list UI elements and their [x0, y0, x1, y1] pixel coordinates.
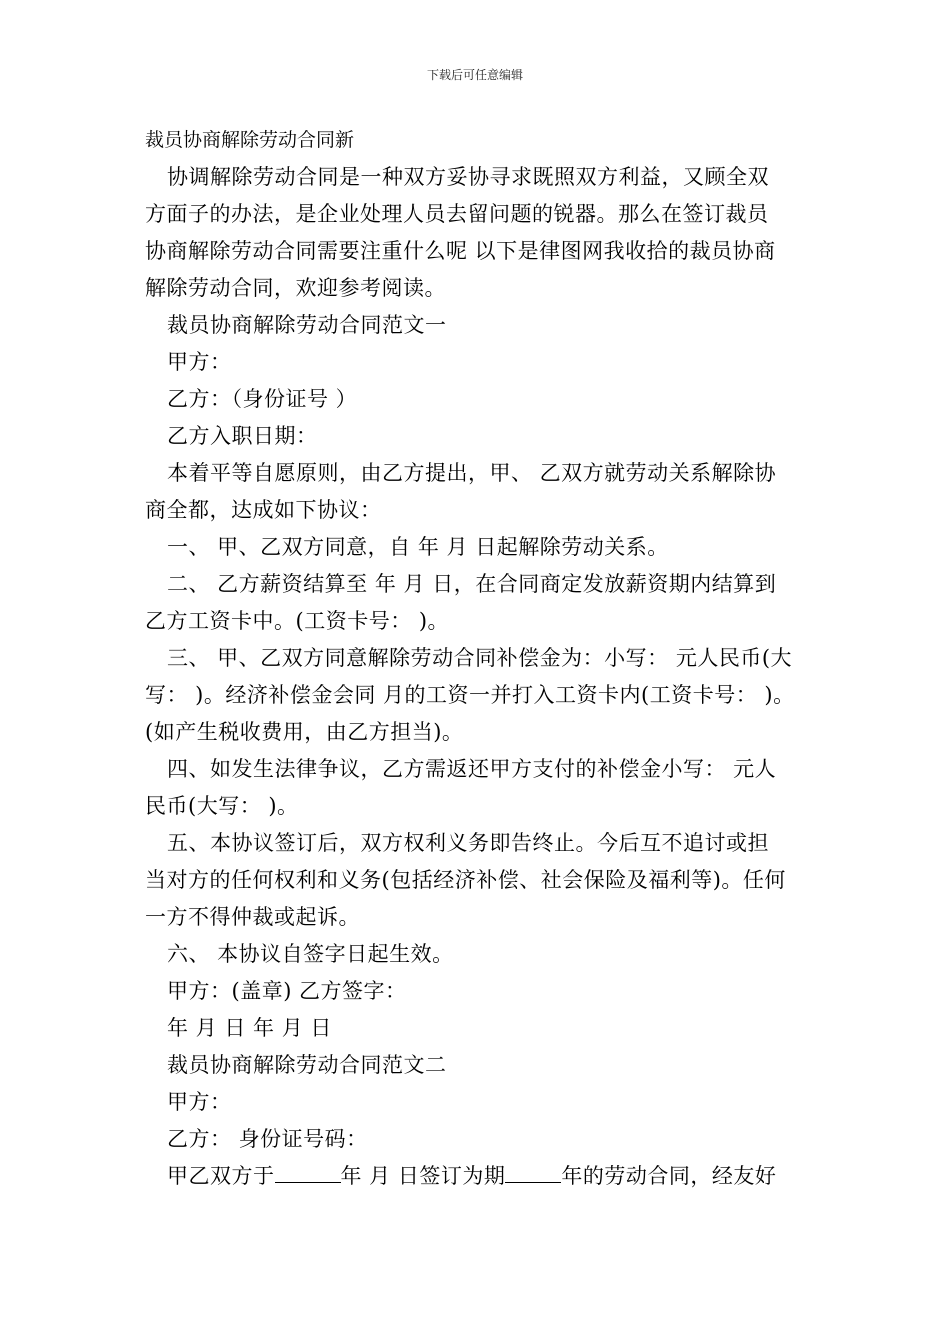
- text-line: 本着平等自愿原则，由乙方提出，甲、 乙双方就劳动关系解除协: [167, 461, 777, 485]
- text-line: 乙方工资卡中。(工资卡号： )。: [145, 609, 450, 633]
- text-line: 乙方： 身份证号码：: [167, 1127, 368, 1151]
- last-line-part1: 甲乙双方于: [167, 1164, 275, 1188]
- text-line: 裁员协商解除劳动合同范文一: [167, 313, 447, 337]
- text-line: 四、如发生法律争议，乙方需返还甲方支付的补偿金小写： 元人: [167, 757, 777, 781]
- document-body: [145, 122, 810, 1195]
- document-title: 裁员协商解除劳动合同新: [145, 129, 355, 151]
- text-line: 商全都，达成如下协议：: [145, 498, 382, 522]
- blank-field: [505, 1160, 561, 1183]
- text-line: 乙方入职日期：: [167, 424, 318, 448]
- text-line: 甲方：: [167, 350, 232, 374]
- blank-field: [275, 1160, 341, 1183]
- paragraph-lines: [145, 159, 810, 1158]
- text-line: 三、 甲、乙双方同意解除劳动合同补偿金为：小写： 元人民币(大: [167, 646, 793, 670]
- text-line: 二、 乙方薪资结算至 年 月 日，在合同商定发放薪资期内结算到: [167, 572, 777, 596]
- text-line: 裁员协商解除劳动合同范文二: [167, 1053, 447, 1077]
- text-line: 当对方的任何权利和义务(包括经济补偿、社会保险及福利等)。任何: [145, 868, 786, 892]
- last-line: [145, 1158, 810, 1195]
- text-line: (如产生税收费用，由乙方担当)。: [145, 720, 464, 744]
- text-line: 协调解除劳动合同是一种双方妥协寻求既照双方利益，又顾全双: [167, 165, 769, 189]
- text-line: 六、 本协议自签字日起生效。: [167, 942, 454, 966]
- text-line: 年 月 日 年 月 日: [167, 1016, 332, 1040]
- header-note: 下载后可任意编辑: [426, 68, 523, 82]
- text-line: 乙方：（身份证号 ）: [167, 387, 358, 411]
- text-line: 方面子的办法，是企业处理人员去留问题的锐器。那么在签订裁员: [145, 202, 769, 226]
- text-line: 一方不得仲裁或起诉。: [145, 905, 360, 929]
- last-line-part3: 年的劳动合同，经友好: [561, 1164, 777, 1188]
- text-line: 解除劳动合同，欢迎参考阅读。: [145, 276, 446, 300]
- last-line-part2: 年 月 日签订为期: [340, 1164, 506, 1188]
- text-line: 甲方：: [167, 1090, 232, 1114]
- text-line: 民币(大写： )。: [145, 794, 299, 818]
- text-line: 写： )。经济补偿金会同 月的工资一并打入工资卡内(工资卡号： )。: [145, 683, 795, 707]
- text-line: 协商解除劳动合同需要注重什么呢 以下是律图网我收拾的裁员协商: [145, 239, 776, 263]
- text-line: 甲方：(盖章) 乙方签字：: [167, 979, 407, 1003]
- text-line: 一、 甲、乙双方同意，自 年 月 日起解除劳动关系。: [167, 535, 669, 559]
- text-line: 五、本协议签订后，双方权利义务即告终止。今后互不追讨或担: [167, 831, 769, 855]
